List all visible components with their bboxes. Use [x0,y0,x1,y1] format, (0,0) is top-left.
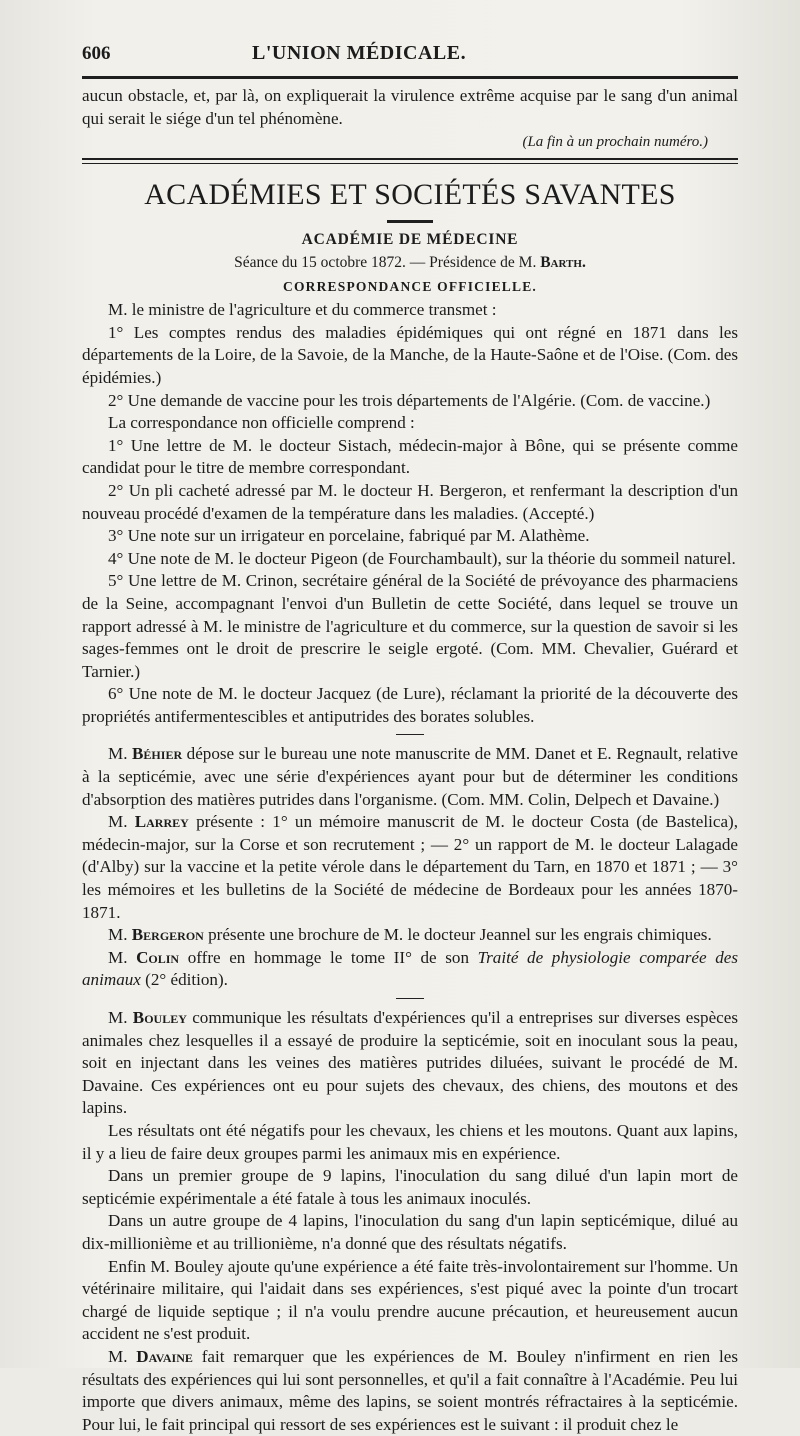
session-president: Barth. [540,254,586,272]
section-divider [82,158,738,164]
paragraph-prefix: M. [108,744,133,764]
paragraph-prefix: M. [108,812,135,832]
paragraph-text: offre en hommage le tome II° de son [179,947,478,967]
journal-title: L'UNION MÉDICALE. [252,42,467,64]
deposits-block [82,743,738,992]
speaker-name: Larrey [134,812,189,832]
paragraph-text: présente une brochure de M. le docteur Jeannel sur les engrais chimiques. [203,925,712,945]
paragraph [82,1346,738,1436]
paragraph: Dans un premier groupe de 9 lapins, l'inoculation du sang dilué d'un lapin mort de septicémie expérimentale a été fatale à tous les animaux inoculés. [82,1166,738,1208]
speaker-name: Bergeron [131,925,204,945]
paragraph [82,924,738,947]
speaker-name: Bouley [132,1008,187,1027]
paragraph: 2° Une demande de vaccine pour les trois départements de l'Algérie. (Com. de vaccine.) [108,390,711,410]
paragraph: 3° Une note sur un irrigateur en porcelaine, fabriqué par M. Alathème. [108,526,590,546]
paragraph: 5° Une lettre de M. Crinon, secrétaire général de la Société de prévoyance des pharmaciens de la Seine, accompagnant l'envoi d'un Bulletin de cette Société, dans lequel se trouve un rapport adressé à M. le ministre de l'agriculture et du commerce, sur la question de savoir si les sages-femmes ont le droit de prescrire le seigle ergoté. (Com. MM. Chevalier, Guérard et Tarnier.) [82,571,738,681]
paragraph-text: dépose sur le bureau une note manuscrite de MM. Danet et E. Regnault, relative à la septicémie, avec une série d'expériences ayant pour but de déterminer les conditions d'absorption des matières putrides dans l'organisme. (Com. MM. Colin, Delpech et Davaine.) [82,744,739,809]
paragraph: Enfin M. Bouley ajoute qu'une expérience a été faite très-involontairement sur l'homme. Un vétérinaire militaire, qui l'aidait dans ses expériences, s'est piqué avec la pointe d'un trocart chargé de liquide septique ; il n'a voulu prendre aucune précaution, et heureusement aucun accident ne s'est produit. [82,1256,738,1344]
paragraph [82,1007,738,1120]
paragraph-prefix: M. [108,925,132,945]
paragraph-suffix: (2° édition). [140,970,228,990]
paragraph-text: communique les résultats d'expériences qu'il a entreprises sur diverses espèces animales chez lesquelles il a essayé de produire la septicémie, soit en inoculant sous la peau, soit en injectant dans les veines des matières putrides diluées, suivant le procédé de M. Davaine. Ces expériences ont eu pour sujets des chevaux, des chiens, des moutons et des lapins. [82,1008,738,1118]
paragraph: Les résultats ont été négatifs pour les chevaux, les chiens et les moutons. Quant aux lapins, il y a lieu de faire deux groupes parmi les animaux mis en expérience. [82,1120,738,1163]
paragraph: 4° Une note de M. le docteur Pigeon (de Fourchambault), sur la théorie du sommeil naturel. [108,548,736,568]
paragraph-text: présente : 1° un mémoire manuscrit de M. le docteur Costa (de Bastelica), médecin-major, sur la Corse et son recrutement ; — 2° un rapport de M. le docteur Lalagade (d'Alby) sur la vaccine et la petite vérole dans le département du Tarn, en 1870 et 1871 ; — 3° les mémoires et les bulletins de la Société de médecine de Bordeaux pour les années 1870-1871. [82,812,739,922]
official-correspondence [82,299,738,728]
speaker-name: Béhier [132,744,183,764]
paragraph [82,811,738,924]
continuation-block [82,85,738,152]
header-rule [82,76,738,79]
section-title: ACADÉMIES ET SOCIÉTÉS SAVANTES [144,178,676,212]
page-content [82,42,738,1436]
paragraph: 1° Les comptes rendus des maladies épidémiques qui ont régné en 1871 dans les départements de la Loire, de la Savoie, de la Manche, de la Haute-Saône et de l'Oise. (Com. des épidémies.) [82,322,738,387]
paragraph-prefix: M. [108,947,137,967]
paragraph-text: fait remarquer que les expériences de M. Bouley n'infirment en rien les résultats des expériences qui lui sont personnelles, et qu'il a fait connaître à l'Académie. Peu lui importe que divers animaux, même des lapins, se soient montrés réfractaires à la septicémie. Pour lui, le fait principal qui ressort de ses expériences est le suivant : il produit chez le [82,1346,738,1434]
paragraph: La correspondance non officielle comprend : [108,413,415,433]
paragraph-prefix: M. [108,1346,137,1366]
paragraph-divider [396,998,424,999]
paragraph: 2° Un pli cacheté adressé par M. le docteur H. Bergeron, et renfermant la description d'un nouveau procédé d'examen de la température dans les maladies. (Accepté.) [82,480,738,523]
paragraph: 1° Une lettre de M. le docteur Sistach, médecin-major à Bône, qui se présente comme candidat pour le titre de membre correspondant. [82,435,738,478]
running-head [82,42,738,72]
correspondence-heading: CORRESPONDANCE OFFICIELLE. [283,279,537,295]
paragraph [82,947,738,992]
page-number: 606 [82,43,111,64]
paragraph-divider [396,734,424,735]
book-title: Traité de physiologie comparée des animaux [82,947,738,990]
paragraph-prefix: M. [108,1008,133,1027]
continuation-paragraph: aucun obstacle, et, par là, on expliquerait la virulence extrême acquise par le sang d'un animal qui serait le siége d'un tel phénomène. [82,86,738,128]
session-info: Séance du 15 octobre 1872. — Présidence de M. [234,254,537,272]
paragraph: 6° Une note de M. le docteur Jacquez (de Lure), réclamant la priorité de la découverte des propriétés antifermentescibles et antiputrides des borates solubles. [82,684,738,726]
academy-subtitle: ACADÉMIE DE MÉDECINE [301,231,519,249]
bouley-block [82,1007,738,1436]
speaker-name: Davaine [136,1346,193,1366]
title-rule [387,220,433,223]
speaker-name: Colin [136,947,180,967]
paragraph [82,743,738,811]
paragraph: M. le ministre de l'agriculture et du commerce transmet : [108,300,497,320]
continuation-credit: (La fin à un prochain numéro.) [522,134,708,151]
session-line [82,251,738,275]
paragraph: Dans un autre groupe de 4 lapins, l'inoculation du sang d'un lapin septicémique, dilué au dix-millionième et au trillionième, n'a donné que des résultats négatifs. [82,1211,738,1253]
